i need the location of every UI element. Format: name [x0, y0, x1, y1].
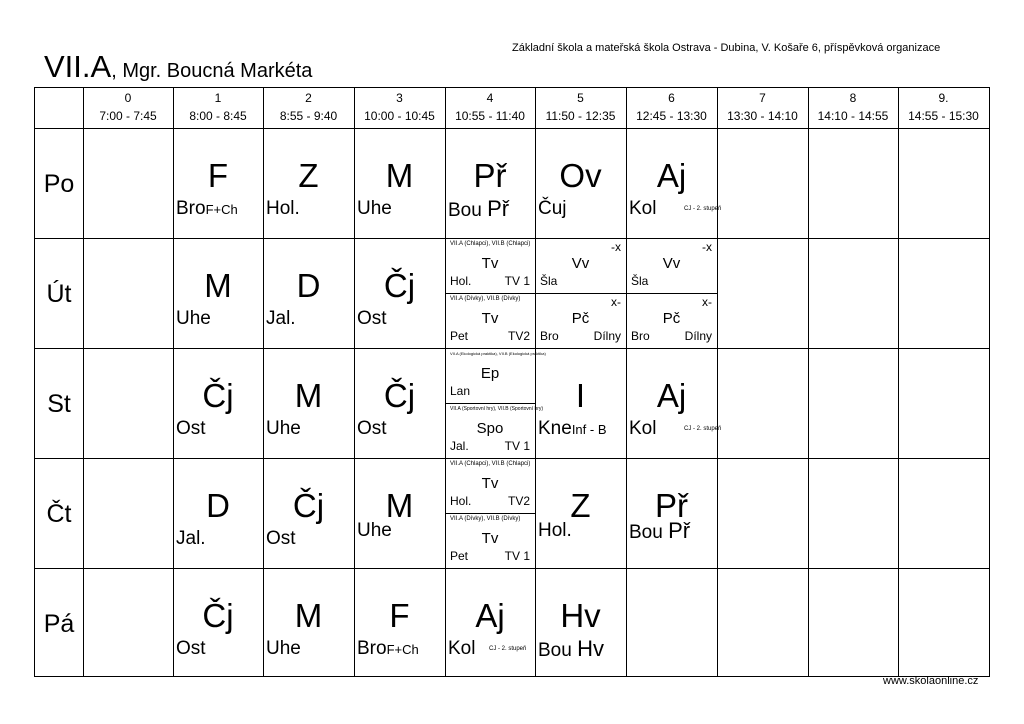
- lesson-teacher: Šla: [631, 274, 649, 288]
- lesson-cell[interactable]: [354, 238, 445, 348]
- lesson-room: Př: [487, 196, 510, 221]
- split-lesson[interactable]: [535, 238, 626, 293]
- lesson-teacher: Ost: [357, 308, 387, 329]
- week-mark: -x: [611, 240, 621, 254]
- period-time: 10:55 - 11:40: [455, 109, 525, 123]
- split-lesson[interactable]: [445, 458, 535, 513]
- lesson-subject: Hv: [560, 597, 601, 634]
- period-time: 11:50 - 12:35: [545, 109, 616, 123]
- period-number: 0: [124, 91, 132, 105]
- lesson-subject: M: [294, 377, 323, 414]
- timetable-grid: [34, 87, 990, 677]
- lesson-teacher: Bro: [540, 329, 559, 343]
- period-time: 8:55 - 9:40: [279, 109, 338, 123]
- lesson-subject: Ov: [559, 157, 602, 194]
- lesson-room: F+Ch: [205, 202, 238, 217]
- lesson-subject: Tv: [481, 475, 499, 492]
- period-header: [898, 88, 989, 128]
- lesson-teacher: Ost: [176, 418, 206, 439]
- grid-line: [808, 88, 809, 676]
- lesson-teacher: Hol.: [450, 494, 472, 508]
- lesson-teacher: Hol.: [538, 520, 572, 541]
- day-label: Út: [46, 280, 72, 308]
- lesson-subject: Vv: [571, 255, 590, 272]
- lesson-teacher-line: [176, 198, 238, 221]
- lesson-teacher: Pet: [450, 329, 469, 343]
- grid-line: [717, 88, 718, 676]
- lesson-subject: Aj: [656, 157, 687, 194]
- lesson-subject: Vv: [662, 255, 681, 272]
- period-number: 4: [486, 91, 494, 105]
- lesson-room: TV2: [507, 329, 530, 343]
- split-lesson[interactable]: [445, 513, 535, 568]
- period-number: 3: [396, 91, 403, 105]
- lesson-cell[interactable]: [354, 128, 445, 238]
- lesson-cell[interactable]: [445, 128, 535, 238]
- lesson-teacher-line: [538, 418, 607, 441]
- lesson-note: CJ - 2. stupeň: [489, 646, 527, 652]
- lesson-teacher: Ost: [176, 638, 206, 659]
- lesson-cell[interactable]: [626, 128, 722, 238]
- period-time: 13:30 - 14:10: [727, 109, 798, 123]
- lesson-subject: F: [389, 597, 410, 634]
- lesson-cell[interactable]: [354, 458, 445, 568]
- lesson-cell[interactable]: [535, 568, 626, 677]
- lesson-teacher: Bro: [357, 638, 387, 659]
- period-header: [263, 88, 354, 128]
- lesson-subject: M: [385, 487, 414, 524]
- lesson-cell[interactable]: [173, 238, 263, 348]
- lesson-cell[interactable]: [535, 348, 626, 458]
- lesson-teacher: Lan: [450, 384, 471, 398]
- lesson-room: TV 1: [504, 549, 530, 563]
- period-number: 2: [305, 91, 312, 105]
- lesson-subject: M: [294, 597, 323, 634]
- period-header: [354, 88, 445, 128]
- lesson-group: VII.A (Chlapci), VII.B (Chlapci): [450, 241, 531, 247]
- lesson-teacher: Ost: [357, 418, 387, 439]
- lesson-cell[interactable]: [354, 348, 445, 458]
- lesson-subject: Tv: [481, 310, 499, 327]
- lesson-group: VII.A (Dívky), VII.B (Dívky): [450, 516, 521, 522]
- lesson-group: VII.A (Ekologická praktika), VII.B (Ekologická praktika): [450, 351, 546, 356]
- lesson-subject: Tv: [481, 255, 499, 272]
- lesson-cell[interactable]: [173, 568, 263, 677]
- lesson-teacher: Bro: [631, 329, 650, 343]
- lesson-cell[interactable]: [354, 568, 445, 677]
- lesson-subject: Spo: [476, 420, 504, 437]
- period-header: [445, 88, 535, 128]
- lesson-teacher: Uhe: [266, 638, 301, 659]
- day-label: St: [47, 390, 71, 418]
- footer-url: www.skolaonline.cz: [883, 675, 979, 687]
- lesson-room: Inf - B: [571, 422, 607, 437]
- lesson-teacher-line: [538, 638, 604, 662]
- lesson-teacher: Jal.: [176, 528, 206, 549]
- lesson-room: Hv: [577, 636, 604, 661]
- lesson-teacher: Ost: [266, 528, 296, 549]
- lesson-teacher-line: [357, 638, 419, 661]
- lesson-teacher: Bou: [448, 200, 482, 221]
- lesson-room: TV2: [507, 494, 530, 508]
- lesson-teacher: Kol: [629, 418, 657, 439]
- period-header: [717, 88, 808, 128]
- split-lesson[interactable]: [626, 293, 717, 348]
- lesson-cell[interactable]: [173, 348, 263, 458]
- lesson-teacher: Čuj: [538, 198, 567, 219]
- lesson-subject: Čj: [383, 377, 416, 414]
- week-mark: -x: [702, 240, 712, 254]
- lesson-teacher: Pet: [450, 549, 469, 563]
- period-number: 1: [214, 91, 222, 105]
- lesson-subject: M: [204, 267, 232, 304]
- split-lesson[interactable]: [445, 403, 544, 458]
- lesson-cell[interactable]: [263, 458, 354, 568]
- lesson-room: Př: [668, 518, 691, 543]
- week-mark: x-: [702, 295, 712, 309]
- lesson-note: CJ - 2. stupeň: [684, 426, 722, 432]
- day-label: Po: [43, 170, 75, 198]
- lesson-group: VII.A (Sportovní hry), VII.B (Sportovní hry): [450, 406, 544, 412]
- lesson-subject: Z: [298, 157, 319, 194]
- period-header: [626, 88, 717, 128]
- period-time: 7:00 - 7:45: [99, 109, 157, 123]
- week-mark: x-: [611, 295, 621, 309]
- lesson-teacher: Uhe: [176, 308, 211, 329]
- lesson-note: CJ - 2. stupeň: [684, 206, 722, 212]
- split-lesson[interactable]: [445, 238, 535, 293]
- lesson-subject: M: [385, 157, 414, 194]
- lesson-subject: Pč: [571, 310, 590, 327]
- day-label: Pá: [43, 610, 75, 638]
- period-header: [535, 88, 626, 128]
- lesson-room: F+Ch: [386, 642, 419, 657]
- lesson-teacher: Bro: [176, 198, 206, 219]
- lesson-subject: D: [296, 267, 321, 304]
- lesson-cell[interactable]: [263, 348, 354, 458]
- lesson-subject: D: [206, 487, 230, 524]
- period-number: 5: [577, 91, 584, 105]
- lesson-cell[interactable]: [263, 238, 354, 348]
- lesson-room: TV 1: [504, 439, 530, 453]
- split-lesson[interactable]: [535, 293, 626, 348]
- lesson-cell[interactable]: [173, 458, 263, 568]
- lesson-cell[interactable]: [535, 458, 626, 568]
- lesson-teacher: Uhe: [357, 198, 392, 219]
- lesson-teacher: Hol.: [266, 198, 300, 219]
- lesson-subject: Čj: [202, 377, 234, 414]
- school-name: Základní škola a mateřská škola Ostrava - Dubina, V. Košaře 6, příspěvková organizace: [512, 42, 941, 54]
- lesson-teacher: Kne: [538, 418, 572, 439]
- lesson-subject: Čj: [292, 487, 325, 524]
- lesson-group: VII.A (Chlapci), VII.B (Chlapci): [450, 461, 531, 467]
- period-number: 6: [668, 91, 675, 105]
- lesson-subject: Př: [655, 487, 688, 524]
- period-header: [83, 88, 173, 128]
- lesson-room: Dílny: [684, 329, 712, 343]
- lesson-teacher: Hol.: [450, 274, 472, 288]
- lesson-teacher: Uhe: [266, 418, 301, 439]
- grid-line: [83, 88, 84, 676]
- lesson-teacher: Bou: [629, 522, 663, 543]
- split-lesson[interactable]: [445, 348, 546, 403]
- lesson-cell[interactable]: [535, 128, 626, 238]
- split-lesson[interactable]: [445, 293, 535, 348]
- lesson-subject: Aj: [475, 597, 505, 634]
- period-time: 10:00 - 10:45: [364, 109, 435, 123]
- grid-line: [898, 88, 899, 676]
- period-number: 9.: [938, 91, 949, 105]
- lesson-teacher: Jal.: [266, 308, 296, 329]
- lesson-subject: Čj: [202, 597, 234, 634]
- lesson-subject: F: [207, 157, 229, 194]
- lesson-teacher: Jal.: [450, 439, 469, 453]
- lesson-cell[interactable]: [626, 348, 722, 458]
- lesson-room: TV 1: [504, 274, 530, 288]
- period-time: 8:00 - 8:45: [189, 109, 247, 123]
- class-name: VII.A: [44, 49, 112, 84]
- lesson-teacher-line: [629, 520, 690, 544]
- lesson-teacher: Bou: [538, 640, 572, 661]
- lesson-cell[interactable]: [173, 128, 263, 238]
- lesson-teacher: Kol: [629, 198, 657, 219]
- period-number: 7: [759, 91, 766, 105]
- lesson-room: Dílny: [593, 329, 621, 343]
- lesson-teacher: Kol: [448, 638, 476, 659]
- lesson-subject: Aj: [656, 377, 687, 414]
- period-number: 8: [849, 91, 857, 105]
- lesson-subject: Pč: [662, 310, 681, 327]
- lesson-group: VII.A (Dívky), VII.B (Dívky): [450, 296, 521, 302]
- period-time: 14:55 - 15:30: [908, 109, 979, 123]
- lesson-teacher: Šla: [540, 274, 558, 288]
- day-label: Čt: [46, 500, 72, 528]
- lesson-subject: Čj: [383, 267, 416, 304]
- split-lesson[interactable]: [626, 238, 717, 293]
- lesson-cell[interactable]: [445, 568, 535, 677]
- lesson-cell[interactable]: [263, 128, 354, 238]
- period-time: 14:10 - 14:55: [817, 109, 889, 123]
- lesson-cell[interactable]: [263, 568, 354, 677]
- period-header: [173, 88, 263, 128]
- class-teacher: , Mgr. Boucná Markéta: [111, 60, 313, 82]
- lesson-subject: Tv: [481, 530, 499, 547]
- lesson-subject: Ep: [480, 365, 500, 382]
- lesson-teacher-line: [448, 198, 509, 222]
- lesson-cell[interactable]: [626, 458, 717, 568]
- lesson-teacher: Uhe: [357, 520, 392, 541]
- page-title: [44, 51, 312, 87]
- lesson-subject: I: [575, 377, 586, 414]
- lesson-subject: Př: [473, 157, 507, 194]
- lesson-subject: Z: [570, 487, 591, 524]
- period-time: 12:45 - 13:30: [636, 109, 707, 123]
- period-header: [808, 88, 898, 128]
